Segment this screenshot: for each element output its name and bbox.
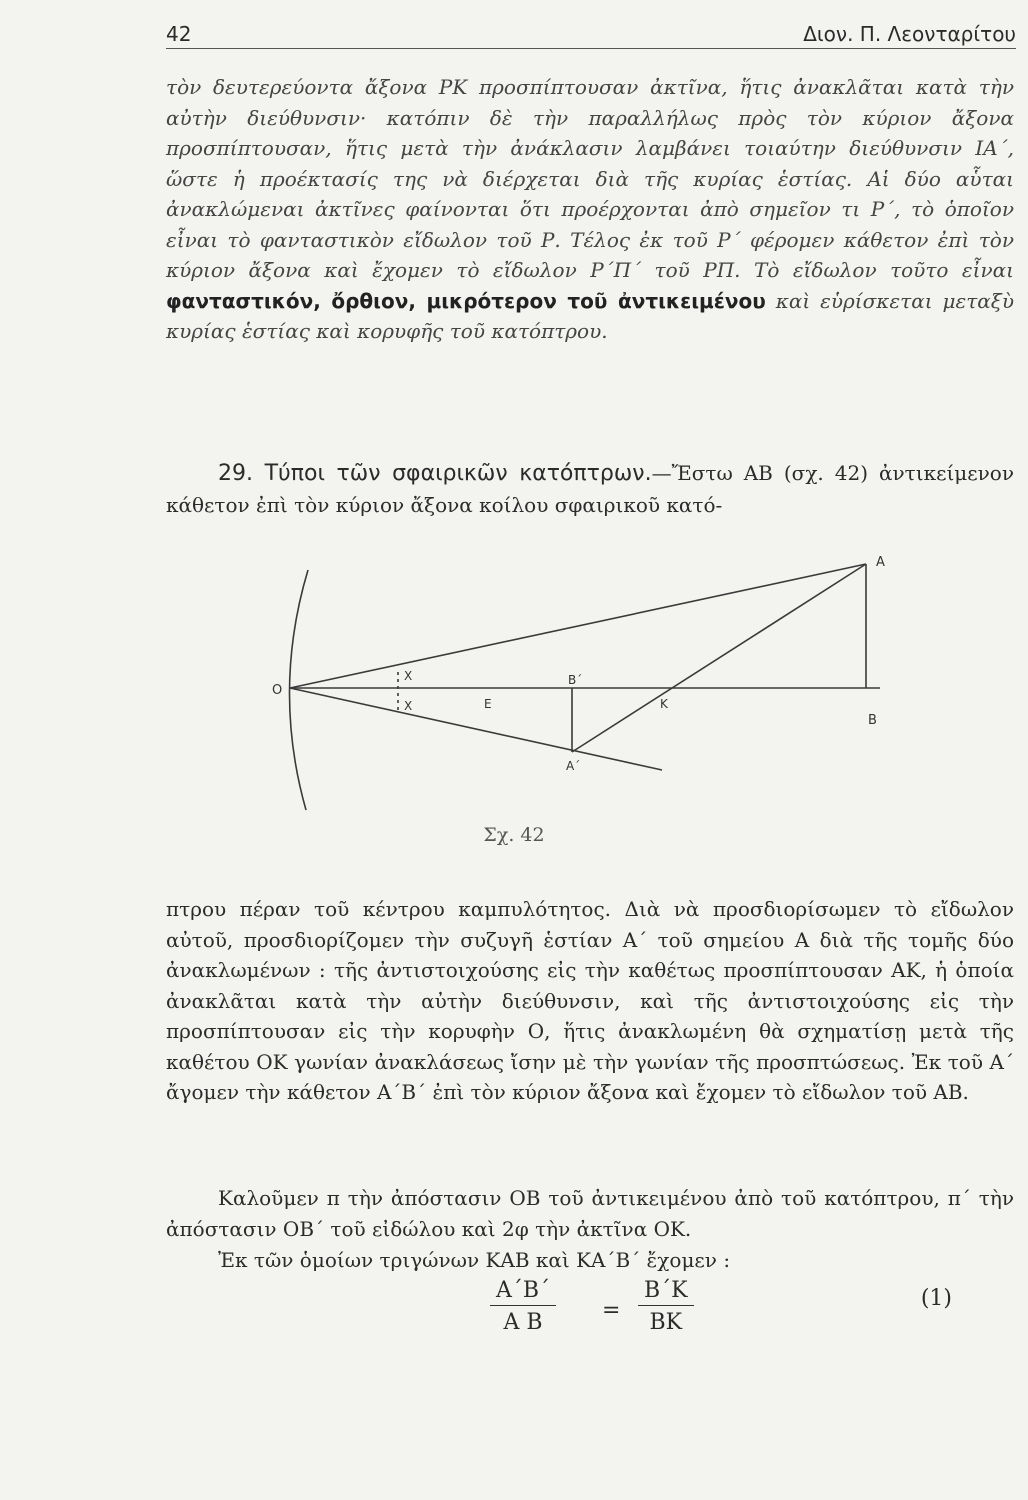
formula-1 xyxy=(490,1278,970,1348)
label-x-upper: Χ xyxy=(404,669,413,683)
label-a: Α xyxy=(876,555,885,570)
label-b: Β xyxy=(868,713,877,728)
section-lead: —Ἔστω ΑΒ (σχ. 42) ἀντικείμενον κάθετον ἐπὶ τὸν κύριον ἄξονα κοίλου σφαιρικοῦ κατό- xyxy=(166,461,1014,517)
fraction-left-denominator: Α Β xyxy=(503,1310,543,1335)
label-o: Ο xyxy=(272,683,283,698)
ray-o-aprime xyxy=(290,688,662,770)
equation-number: (1) xyxy=(920,1286,952,1311)
ray-a-k xyxy=(572,564,866,752)
label-a-prime: Α΄ xyxy=(566,759,581,773)
label-x-lower: Χ xyxy=(404,699,413,713)
ray-o-a xyxy=(290,564,866,688)
fraction-right-numerator: Β΄Κ xyxy=(638,1278,694,1306)
fraction-right-denominator: ΒΚ xyxy=(649,1310,683,1335)
fraction-left xyxy=(490,1278,556,1335)
equals-sign: = xyxy=(602,1298,621,1323)
label-e: Ε xyxy=(484,697,492,711)
paragraph-top-italic-1: τὸν δευτερεύοντα ἄξονα ΡΚ προσπίπτουσαν ἀκτῖνα, ἥτις ἀνακλᾶται κατὰ τὴν αὐτὴν διεύθυνσιν· κατόπιν δὲ τὴν παραλλήλως πρὸς τὸν κύριον ἄξονα προσπίπτουσαν, ἥτις μετὰ τὴν ἀνάκλασιν λαμβάνει τοιαύτην διεύθυνσιν ΙΑ΄, ὥστε ἡ προέκτασίς της νὰ διέρχεται διὰ τῆς κυρίας ἑστίας. Αἱ δύο αὗται ἀνακλώμεναι ἀκτῖνες φαίνονται ὅτι προέρχονται ἀπὸ σημεῖον τι Ρ΄, τὸ ὁποῖον εἶναι τὸ φανταστικὸν εἴδωλον τοῦ Ρ. Τέλος ἐκ τοῦ Ρ΄ φέρομεν κάθετον ἐπὶ τὸν κύριον ἄξονα καὶ ἔχομεν τὸ εἴδωλον Ρ΄Π΄ τοῦ ΡΠ. Τὸ εἴδωλον τοῦτο εἶναι xyxy=(166,75,1014,282)
paragraph-top-bold: φανταστικόν, ὄρθιον, μικρότερον τοῦ ἀντικειμένου xyxy=(166,288,766,313)
fraction-left-numerator: Α΄Β΄ xyxy=(490,1278,556,1306)
running-author: Διον. Π. Λεονταρίτου xyxy=(803,22,1016,46)
paragraph-bottom-3: Ἐκ τῶν ὁμοίων τριγώνων ΚΑΒ καὶ ΚΑ΄Β΄ ἔχομεν : xyxy=(218,1248,731,1272)
section-title: 29. Τύποι τῶν σφαιρικῶν κατόπτρων. xyxy=(218,461,652,486)
figure-caption: Σχ. 42 xyxy=(483,824,545,846)
label-k: Κ xyxy=(660,697,668,711)
paragraph-bottom-2: Καλοῦμεν π τὴν ἀπόστασιν ΟΒ τοῦ ἀντικειμένου ἀπὸ τοῦ κατόπτρου, π΄ τὴν ἀπόστασιν ΟΒ΄ τοῦ εἰδώλου καὶ 2φ τὴν ἀκτῖνα ΟΚ. xyxy=(166,1186,1014,1241)
paragraph-bottom-1: πτρου πέραν τοῦ κέντρου καμπυλότητος. Διὰ νὰ προσδιορίσωμεν τὸ εἴδωλον αὐτοῦ, προσδιορίζομεν τὴν συζυγῆ ἑστίαν Α΄ τοῦ σημείου Α διὰ τῆς τομῆς δύο ἀνακλωμένων : τῆς ἀντιστοιχούσης εἰς τὴν καθέτως προσπίπτουσαν ΑΚ, ἡ ὁποία ἀνακλᾶται κατὰ τὴν αὐτὴν διεύθυνσιν, καὶ τῆς ἀντιστοιχούσης εἰς τὴν προσπίπτουσαν εἰς τὴν κορυφὴν Ο, ἥτις ἀνακλωμένη θὰ σχηματίσῃ μετὰ τῆς καθέτου ΟΚ γωνίαν ἀνακλάσεως ἴσην μὲ τὴν γωνίαν τῆς προσπτώσεως. Ἐκ τοῦ Α΄ ἄγομεν τὴν κάθετον Α΄Β΄ ἐπὶ τὸν κύριον ἄξονα καὶ ἔχομεν τὸ εἴδωλον τοῦ ΑΒ. xyxy=(166,897,1014,1104)
fraction-right xyxy=(638,1278,694,1335)
label-b-prime: Β΄ xyxy=(568,673,583,687)
paragraph-top-italic-2: καὶ εὑρίσκεται μεταξὺ κυρίας ἑστίας καὶ κορυφῆς τοῦ κατόπτρου. xyxy=(166,288,1014,343)
page-number: 42 xyxy=(166,22,192,46)
